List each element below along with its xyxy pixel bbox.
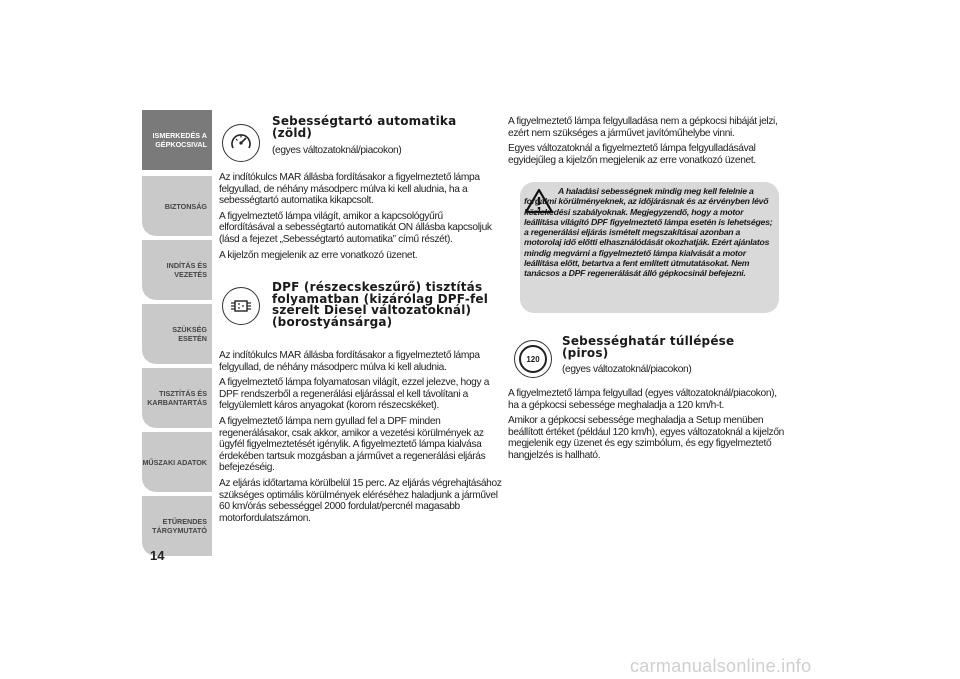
tab-muszaki[interactable]: MŰSZAKI ADATOK <box>142 432 212 492</box>
section-title-speed: Sebességhatár túllépése (piros) <box>562 334 735 360</box>
paragraph: A figyelmeztető lámpa felgyulladása nem a gépkocsi hibáját jelzi, ezért nem szükséges a járművet javítóműhelybe vinni. <box>508 116 778 139</box>
section-title-cruise: Sebességtartó automatika (zöld) <box>272 114 457 140</box>
paragraph: Egyes változatoknál a figyelmeztető lámpa felgyulladásával egyidejűleg a kijelzőn megjelenik az erre vonatkozó üzenet. <box>508 143 756 166</box>
paragraph: Amikor a gépkocsi sebessége meghaladja a Setup menüben beállított értéket (például 120 km/h), egyes változatoknál a kijelzőn megjelenik egy üzenet és egy szimbólum, és egy figyelmeztető hangjelzés is hallható. <box>508 415 784 461</box>
paragraph: Az indítókulcs MAR állásba fordításakor a figyelmeztető lámpa felgyullad, de néhány másodperc múlva ki kell aludnia, ha a sebességtartó automatika kikapcsolt. <box>219 172 480 207</box>
cruise-body <box>219 172 499 265</box>
section-subtitle-cruise: (egyes változatoknál/piacokon) <box>272 145 402 156</box>
watermark: carmanualsonline.info <box>630 656 812 676</box>
speed-limit-icon <box>514 340 552 378</box>
paragraph: Az indítókulcs MAR állásba fordításakor a figyelmeztető lámpa felgyullad, de néhány másodperc múlva ki kell aludnia. <box>219 350 480 373</box>
paragraph: A figyelmeztető lámpa nem gyullad fel a DPF minden regenerálásakor, csak akkor, amikor a vezetési körülmények az ügyfél figyelmeztetését igénylik. A figyelmeztető lámpa kialvása érdekében tartsuk mozgásban a járművet a regenerálási eljárás befejezéséig. <box>219 415 486 474</box>
paragraph: A figyelmeztető lámpa világít, amikor a kapcsológyűrű elfordításával a sebességtartó automatikát ON állásba kapcsoljuk (lásd a fejezet „Sebességtartó automatika” című részét). <box>219 210 492 245</box>
cruise-control-icon <box>222 124 260 162</box>
tab-inditas[interactable]: INDÍTÁS ÉS VEZETÉS <box>142 240 212 300</box>
warning-text: A haladási sebességnek mindig meg kell felelnie a forgalmi körülményeknek, az időjárásnak és az érvényben lévő közlekedési szabályoknak. Megjegyzendő, hogy a motor leállítása világító DPF figyelmeztető lámpa esetén is lehetséges; a regenerálási eljárás ismételt megszakításai azonban a motorolaj idő előtti elhasználódását okozhatják. Ezért ajánlatos mindig megvárni a figyelmeztető lámpa kialvását a motor leállítása előtt, betartva a fent említett útmutatásokat. Nem tanácsos a DPF regenerálását álló gépkocsinál befejezni. <box>524 186 773 279</box>
page-number: 14 <box>150 548 165 563</box>
tab-ismerkedes[interactable]: ISMERKEDÉS A GÉPKOCSIVAL <box>142 110 212 170</box>
section-title-dpf: DPF (részecskeszűrő) tisztítás folyamatban (kizárólag DPF-fel szerelt Diesel változatoknál) (borostyánsárga) <box>272 280 489 329</box>
tab-tisztitas[interactable]: TISZTÍTÁS ÉS KARBANTARTÁS <box>142 368 212 428</box>
dpf-filter-icon <box>222 287 260 325</box>
tab-biztonsag[interactable]: BIZTONSÁG <box>142 176 212 236</box>
speed-limit-label: 120 <box>519 345 547 373</box>
paragraph: Az eljárás időtartama körülbelül 15 perc. Az eljárás végrehajtásához szükséges optimális körülmények eléréséhez haladjunk a járművel 60 km/órás sebességgel 2000 fordulat/percnél magasabb motorfordulatszámon. <box>219 477 502 524</box>
dpf-body <box>219 350 504 528</box>
right-intro <box>508 116 783 170</box>
tab-targymutato[interactable]: ETŰRENDES TÁRGYMUTATÓ <box>142 496 212 556</box>
paragraph: A kijelzőn megjelenik az erre vonatkozó üzenet. <box>219 249 418 261</box>
section-subtitle-speed: (egyes változatoknál/piacokon) <box>562 364 692 375</box>
paragraph: A figyelmeztető lámpa felgyullad (egyes változatoknál/piacokon), ha a gépkocsi sebessége meghaladja a 120 km/h-t. <box>508 388 777 411</box>
speed-body <box>508 388 786 466</box>
paragraph: A figyelmeztető lámpa folyamatosan világít, ezzel jelezve, hogy a DPF rendszerből a regenerálási eljárással el kell távolítani a felgyülemlett káros anyagokat (korom részecskéket). <box>219 377 490 412</box>
tab-szukseg[interactable]: SZÜKSÉG ESETÉN <box>142 304 212 364</box>
